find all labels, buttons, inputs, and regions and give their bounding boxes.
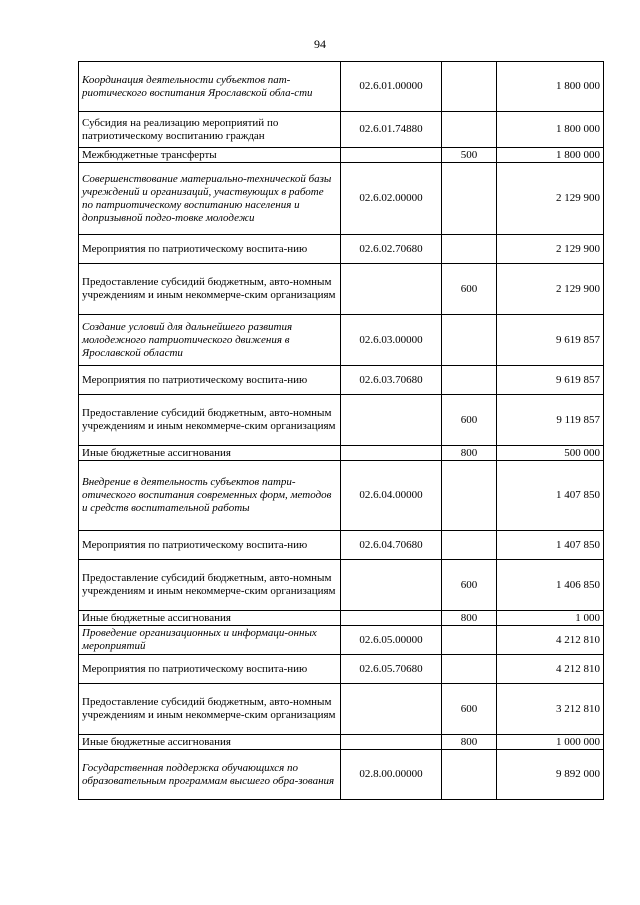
table-row [79,264,604,315]
row-code-cell: 02.6.02.00000 [341,163,442,235]
row-code-cell [341,148,442,163]
budget-table [78,61,604,800]
row-name-cell: Предоставление субсидий бюджетным, авто-номным учреждениям и иным некоммерче-ским организациям [79,395,341,446]
row-name-cell: Межбюджетные трансферты [79,148,341,163]
row-name-cell: Предоставление субсидий бюджетным, авто-номным учреждениям и иным некоммерче-ским организациям [79,560,341,611]
row-amount-cell: 9 892 000 [497,750,604,800]
row-name-cell: Предоставление субсидий бюджетным, авто-номным учреждениям и иным некоммерче-ским организациям [79,684,341,735]
row-amount-cell: 1 800 000 [497,62,604,112]
table-row [79,235,604,264]
row-name-cell: Координация деятельности субъектов пат-риотического воспитания Ярославской обла-сти [79,62,341,112]
row-name-cell: Мероприятия по патриотическому воспита-нию [79,235,341,264]
page-number: 94 [314,37,326,51]
row-amount-cell: 2 129 900 [497,235,604,264]
row-amount-cell: 500 000 [497,446,604,461]
row-expense-type-cell: 500 [442,148,497,163]
row-name-cell: Иные бюджетные ассигнования [79,611,341,626]
row-name-cell: Иные бюджетные ассигнования [79,446,341,461]
row-expense-type-cell [442,315,497,366]
row-code-cell: 02.6.02.70680 [341,235,442,264]
row-amount-cell: 4 212 810 [497,655,604,684]
row-name-cell: Субсидия на реализацию мероприятий по патриотическому воспитанию граждан [79,112,341,148]
row-expense-type-cell [442,163,497,235]
row-amount-cell: 1 000 [497,611,604,626]
row-code-cell [341,446,442,461]
row-code-cell: 02.6.05.00000 [341,626,442,655]
row-amount-cell: 3 212 810 [497,684,604,735]
row-expense-type-cell [442,112,497,148]
row-code-cell: 02.6.01.00000 [341,62,442,112]
row-amount-cell: 1 000 000 [497,735,604,750]
table-row [79,148,604,163]
row-expense-type-cell [442,235,497,264]
row-name-cell: Мероприятия по патриотическому воспита-нию [79,655,341,684]
table-row [79,112,604,148]
row-amount-cell: 9 119 857 [497,395,604,446]
row-code-cell: 02.6.04.70680 [341,531,442,560]
row-code-cell: 02.6.03.00000 [341,315,442,366]
table-row [79,163,604,235]
table-row [79,750,604,800]
row-name-cell: Проведение организационных и информаци-онных мероприятий [79,626,341,655]
row-expense-type-cell [442,655,497,684]
row-amount-cell: 9 619 857 [497,315,604,366]
row-expense-type-cell: 600 [442,264,497,315]
table-row [79,531,604,560]
row-name-cell: Внедрение в деятельность субъектов патри-отического воспитания современных форм, методов и средств воспитательной работы [79,461,341,531]
row-expense-type-cell [442,626,497,655]
table-row [79,315,604,366]
row-amount-cell: 2 129 900 [497,163,604,235]
row-code-cell [341,684,442,735]
row-code-cell [341,264,442,315]
table-row [79,446,604,461]
table-row [79,395,604,446]
table-row [79,366,604,395]
row-name-cell: Иные бюджетные ассигнования [79,735,341,750]
table-row [79,560,604,611]
row-code-cell [341,560,442,611]
row-name-cell: Мероприятия по патриотическому воспита-нию [79,531,341,560]
row-expense-type-cell [442,62,497,112]
row-expense-type-cell [442,461,497,531]
table-row [79,62,604,112]
table-row [79,626,604,655]
row-code-cell [341,611,442,626]
row-name-cell: Предоставление субсидий бюджетным, авто-номным учреждениям и иным некоммерче-ским организациям [79,264,341,315]
row-expense-type-cell: 800 [442,611,497,626]
table-row [79,655,604,684]
row-expense-type-cell: 600 [442,560,497,611]
row-amount-cell: 1 407 850 [497,461,604,531]
row-amount-cell: 9 619 857 [497,366,604,395]
row-amount-cell: 4 212 810 [497,626,604,655]
row-code-cell: 02.6.04.00000 [341,461,442,531]
row-amount-cell: 1 407 850 [497,531,604,560]
table-row [79,684,604,735]
row-code-cell: 02.6.03.70680 [341,366,442,395]
row-code-cell: 02.6.05.70680 [341,655,442,684]
row-expense-type-cell [442,531,497,560]
row-expense-type-cell [442,750,497,800]
row-expense-type-cell: 800 [442,446,497,461]
row-amount-cell: 1 800 000 [497,112,604,148]
row-name-cell: Совершенствование материально-технической базы учреждений и организаций, участвующих в работе по патриотическому воспитанию населения и допризывной подго-товке молодежи [79,163,341,235]
row-name-cell: Государственная поддержка обучающихся по образовательным программам высшего обра-зования [79,750,341,800]
budget-table-body [79,62,604,800]
table-row [79,611,604,626]
row-code-cell: 02.8.00.00000 [341,750,442,800]
row-expense-type-cell: 600 [442,684,497,735]
row-code-cell [341,735,442,750]
row-name-cell: Создание условий для дальнейшего развития молодежного патриотического движения в Ярославской области [79,315,341,366]
row-amount-cell: 1 406 850 [497,560,604,611]
row-amount-cell: 1 800 000 [497,148,604,163]
row-amount-cell: 2 129 900 [497,264,604,315]
table-row [79,735,604,750]
row-expense-type-cell: 800 [442,735,497,750]
table-row [79,461,604,531]
row-expense-type-cell [442,366,497,395]
row-expense-type-cell: 600 [442,395,497,446]
row-name-cell: Мероприятия по патриотическому воспита-нию [79,366,341,395]
row-code-cell [341,395,442,446]
row-code-cell: 02.6.01.74880 [341,112,442,148]
